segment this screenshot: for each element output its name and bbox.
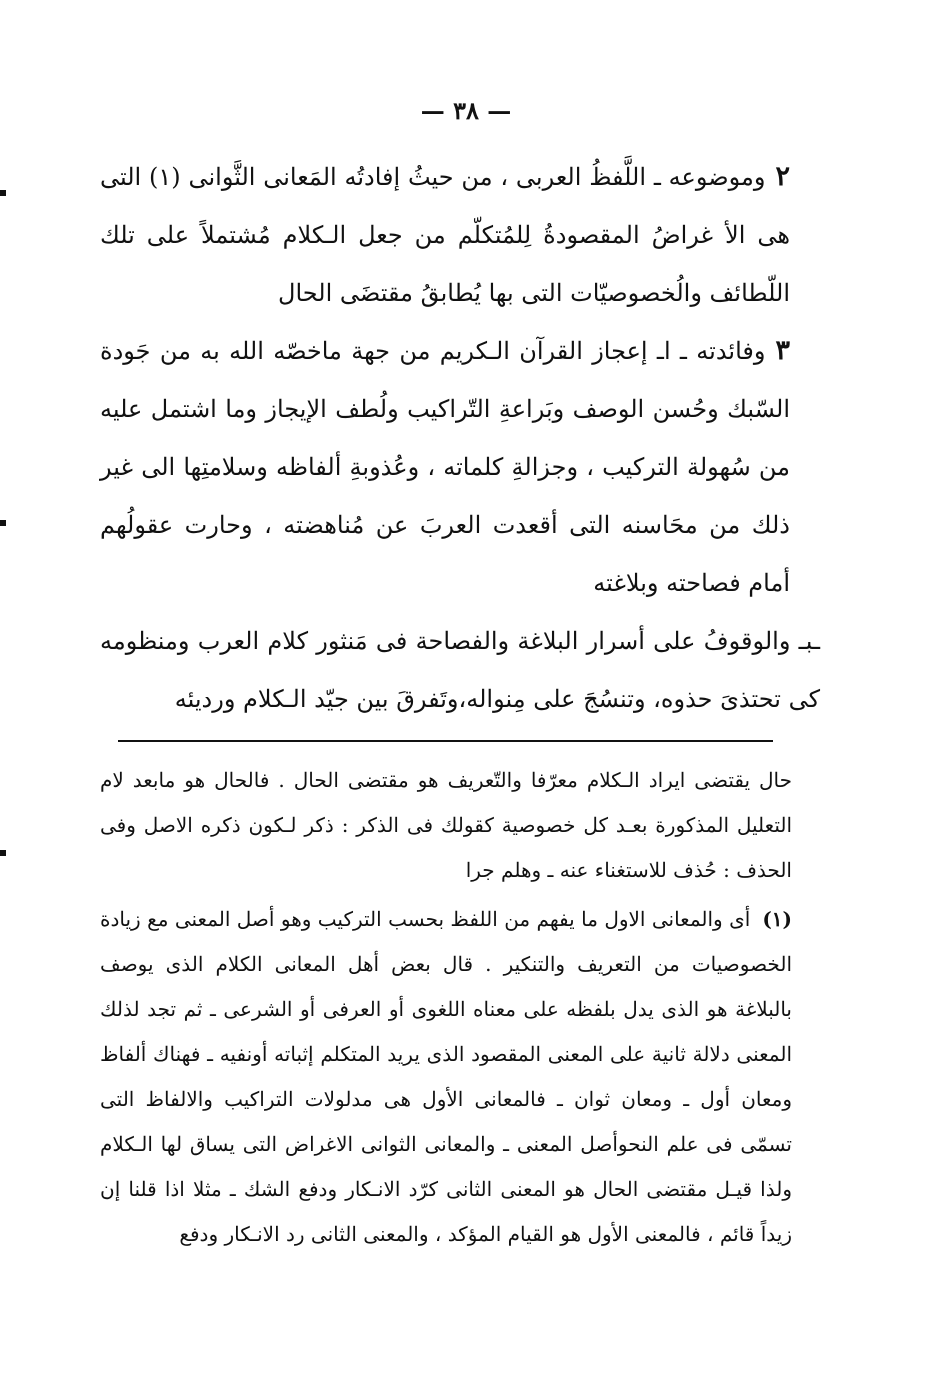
footnote-text: أى والمعانى الاول ما يفهم من اللفظ بحسب التركيب وهو أصل المعنى مع زيادة الخصوصيات من التعريف والتنكير . قال بعض أهل المعانى الكلام الذى يوصف بالبلاغة هو الذى يدل بلفظه على معناه اللغوى أو العرفى أو الشرعى ـ ثم تجد لذلك المعنى دلالة ثانية على المعنى المقصود الذى يريد المتكلم إثباته أونفيه ـ فهناك ألفاظ ومعان أول ـ ومعان ثوان ـ فالمعانى الأول هى مدلولات التراكيب والالفاظ التى تسمّى فى علم النحوأصل المعنى ـ والمعانى الثوانى الاغراض التى يساق لها الـكلام ولذا قيـل مقتضى الحال هو المعنى الثانى كرّد الانـكار ودفع الشك ـ مثلا اذا قلنا إن زيداً قائم ، فالمعنى الأول هو القيام المؤكد ، والمعنى الثانى رد الانـكار ودفع <box>100 907 793 1246</box>
footnote-separator <box>118 740 773 742</box>
paragraph-benefit <box>100 322 790 612</box>
main-text <box>100 148 820 728</box>
paragraph-subject <box>100 148 790 322</box>
page-number: — ٣٨ — <box>420 96 512 125</box>
paragraph-benefit-b: ـبـ والوقوفُ على أسرار البلاغة والفصاحة فى مَنثور كلام العرب ومنظومه كى تحتذىَ حذوه، وتنسُجَ على مِنواله،وتَفرقَ بين جيّد الـكلام ورديئه <box>100 627 820 713</box>
footnotes <box>100 758 792 1257</box>
scan-edge-mark <box>0 190 6 196</box>
footnote-1 <box>100 897 792 1257</box>
paragraph-text: وفائدته ـ اـ إعجاز القرآن الـكريم من جهة ماخصّه الله به من جَودة السّبك وحُسن الوصف وبَراعةِ التّراكيب ولُطف الإيجاز وما اشتمل عليه من سُهولة التركيب ، وجزالةِ كلماته ، وعُذوبةِ ألفاظه وسلامتِها الى غير ذلك من محَاسنه التى أقعدت العربَ عن مُناهضته ، وحارت عقولُهم أمام فصاحته وبلاغته <box>100 337 790 597</box>
paragraph-number: ٢ <box>775 161 791 192</box>
footnote-continuation: حال يقتضى ايراد الـكلام معرّفا والتّعريف هو مقتضى الحال . فالحال هو مابعد لام التعليل المذكورة بعـد كل خصوصية كقولك فى الذكر : ذكر لـكون ذكره الاصل وفى الحذف : حُذف للاستغناء عنه ـ وهلم جرا <box>100 768 792 882</box>
paragraph-number: ٣ <box>775 335 790 366</box>
footnote-number: (١) <box>762 907 792 931</box>
scan-edge-mark <box>0 850 6 856</box>
paragraph-text: وموضوعه ـ اللَّفظُ العربى ، من حيثُ إفادتُه المَعانى الثَّوانى (١) التى هى الأ غراضُ المقصودةُ لِلمُتكلّم من جعل الـكلام مُشتملاً على تلك اللّطائف والُخصوصيّات التى بها يُطابقُ مقتضَى الحال <box>100 163 790 307</box>
scan-edge-mark <box>0 520 6 526</box>
